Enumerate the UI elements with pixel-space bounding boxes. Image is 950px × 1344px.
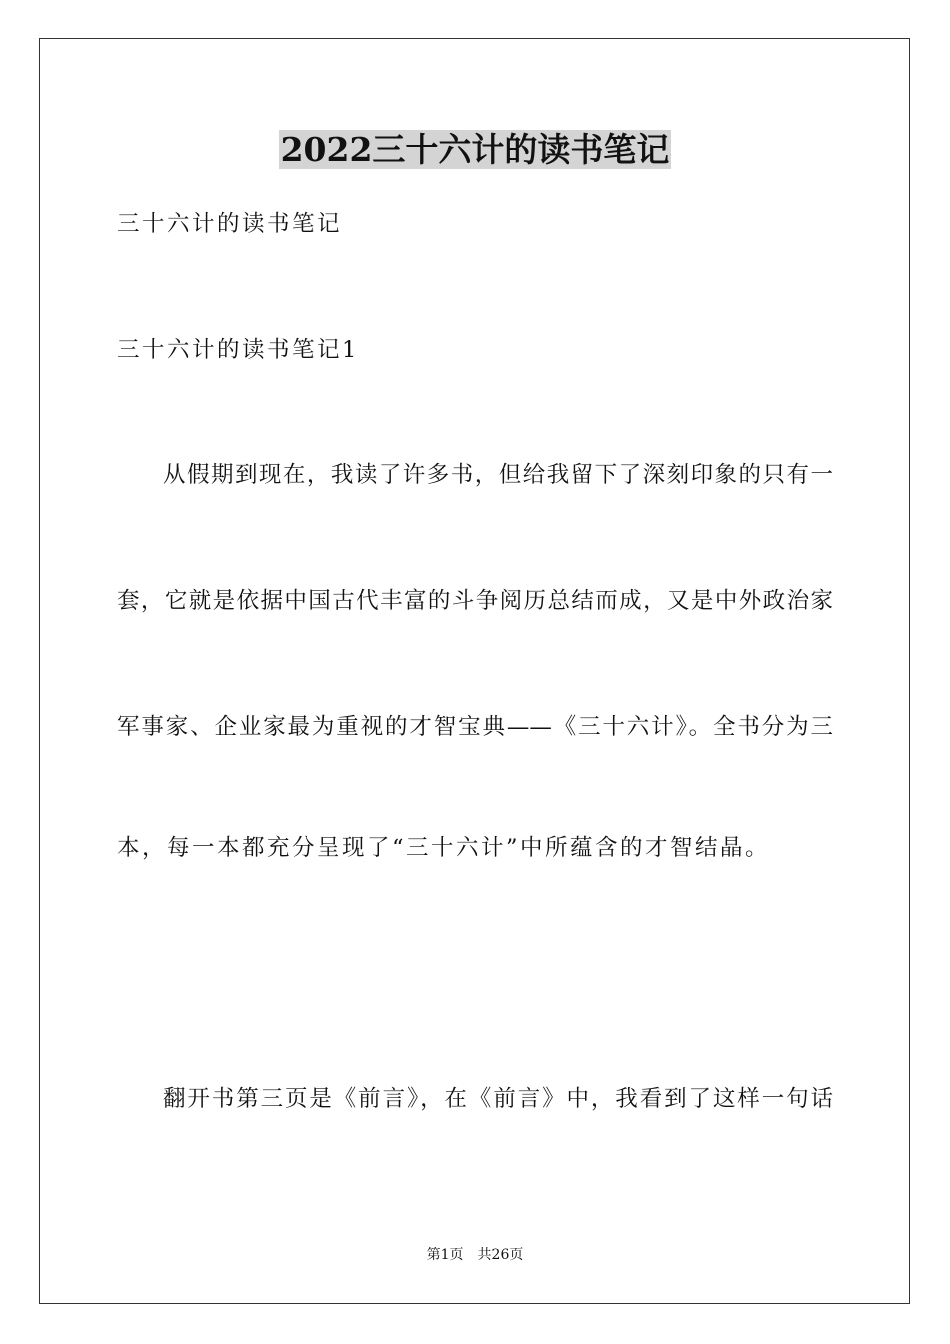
page-total: 共26页 xyxy=(477,1247,524,1263)
page-footer xyxy=(0,1245,950,1265)
section-heading: 三十六计的读书笔记1 xyxy=(117,337,359,363)
paragraph-line: 本，每一本都充分呈现了“三十六计”中所蕴含的才智结晶。 xyxy=(117,835,771,861)
document-subtitle: 三十六计的读书笔记 xyxy=(117,211,343,237)
paragraph-line: 套，它就是依据中国古代丰富的斗争阅历总结而成，又是中外政治家 xyxy=(117,588,833,614)
page-number: 第1页 xyxy=(426,1247,464,1263)
document-title-text: 2022三十六计的读书笔记 xyxy=(280,130,670,169)
paragraph-line: 翻开书第三页是《前言》，在《前言》中，我看到了这样一句话 xyxy=(163,1086,833,1112)
document-title xyxy=(0,128,950,172)
paragraph-line: 军事家、企业家最为重视的才智宝典——《三十六计》。全书分为三 xyxy=(117,714,833,740)
paragraph-line: 从假期到现在，我读了许多书，但给我留下了深刻印象的只有一 xyxy=(163,462,833,488)
